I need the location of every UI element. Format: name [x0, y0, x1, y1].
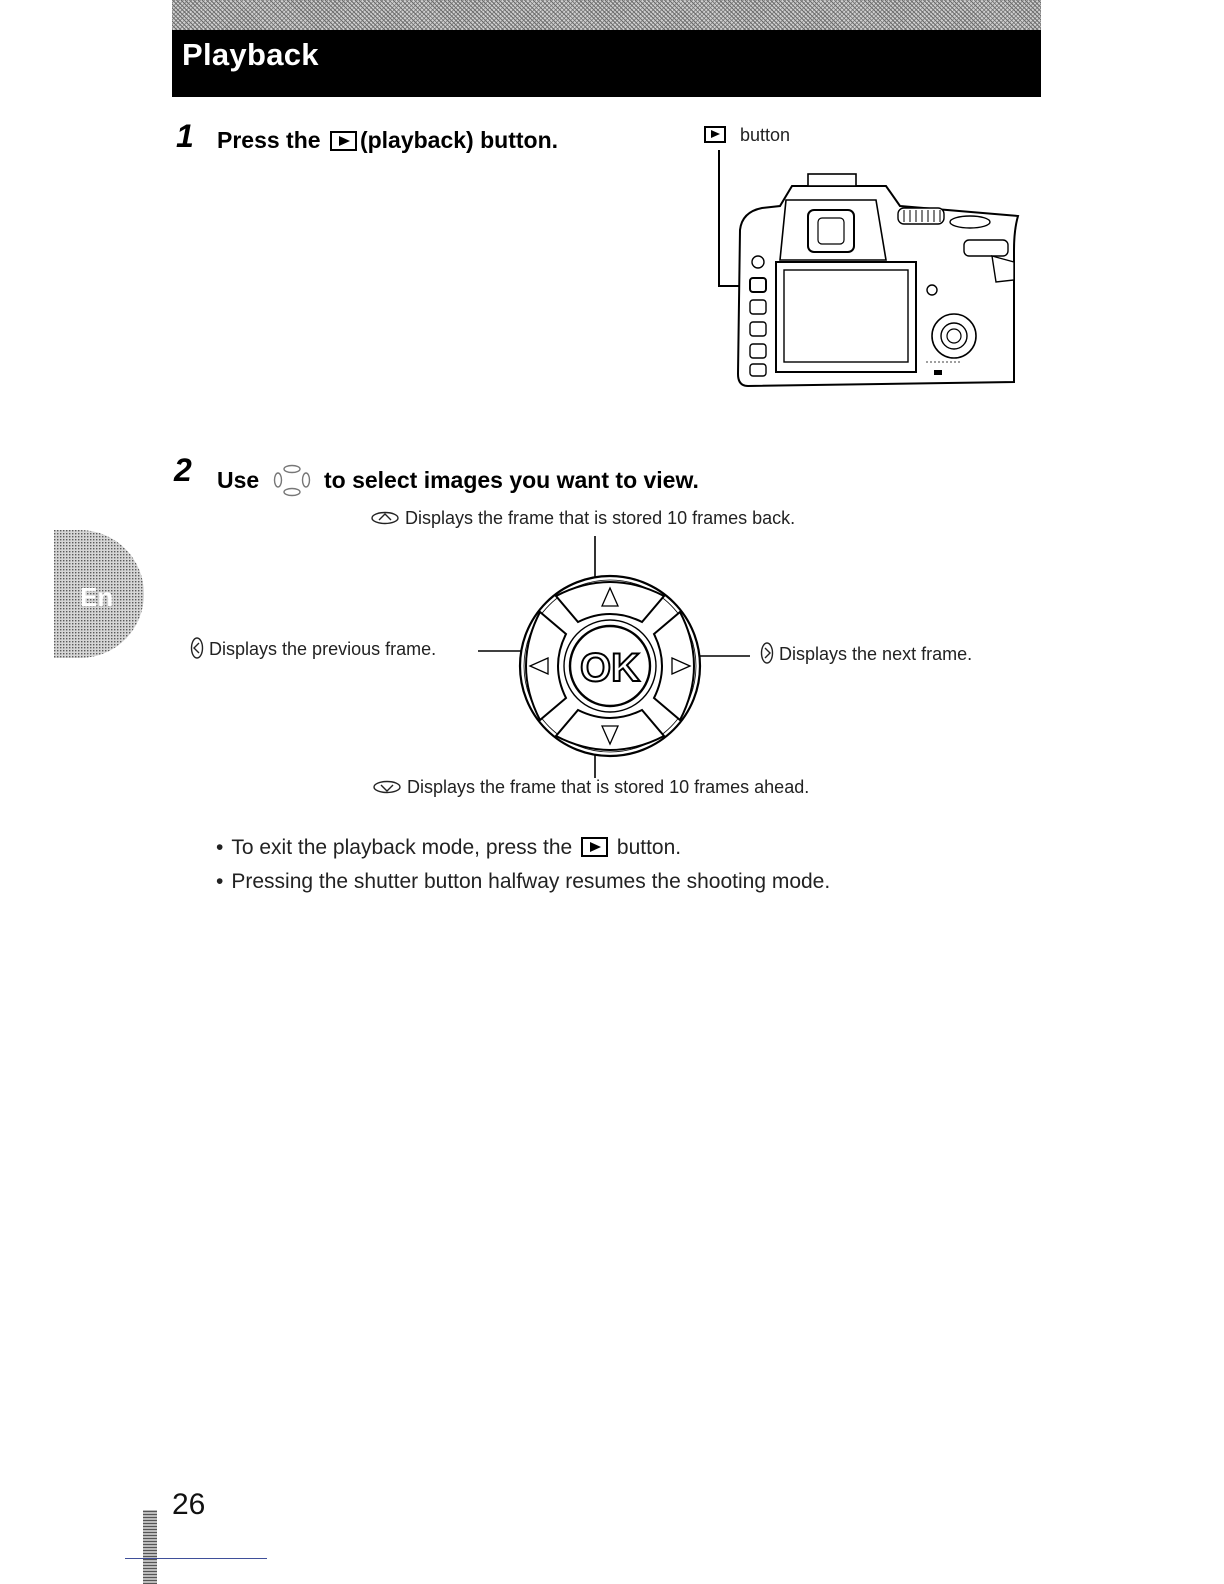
- playback-icon: [581, 837, 608, 857]
- dial-left-callout: [190, 636, 436, 660]
- dial-left-description: Displays the previous frame.: [209, 639, 437, 659]
- bullet-shutter-halfway: [216, 870, 830, 894]
- step-2-text-after: to select images you want to view.: [323, 467, 699, 493]
- dial-down-description: Displays the frame that is stored 10 frames ahead.: [407, 777, 810, 797]
- step-1-text-after: (playback) button.: [359, 127, 559, 153]
- section-title: Playback: [182, 37, 319, 72]
- playback-icon: [704, 126, 726, 143]
- down-arrow-key-icon: [372, 780, 402, 794]
- camera-button-label: button: [740, 125, 791, 145]
- step-1-instruction: [217, 127, 558, 154]
- dial-down-callout: [372, 777, 809, 798]
- step-2-text-before: Use: [217, 467, 260, 493]
- dial-right-callout: [760, 641, 972, 665]
- step-1-text-before: Press the: [217, 127, 321, 153]
- arrow-pad-icon: [270, 462, 314, 498]
- language-tab: [54, 530, 144, 660]
- bullet-dot: •: [216, 836, 224, 859]
- dial-right-description: Displays the next frame.: [779, 644, 973, 664]
- page-number: 26: [172, 1488, 206, 1521]
- header-pattern-stripe: [172, 0, 1041, 30]
- section-header: [172, 30, 1041, 97]
- step-number-1: 1: [176, 118, 194, 154]
- bullet-dot: •: [216, 870, 224, 893]
- left-arrow-key-icon: [190, 636, 204, 660]
- bullet-1-text-before: To exit the playback mode, press the: [231, 836, 573, 859]
- dial-up-callout: [370, 508, 795, 529]
- camera-button-callout: [701, 125, 790, 146]
- camera-back-illustration: [700, 150, 1030, 400]
- playback-icon: [330, 131, 357, 151]
- ok-button-label: OK: [580, 646, 640, 690]
- bullet-2-text: Pressing the shutter button halfway resumes the shooting mode.: [231, 870, 831, 893]
- footer-rule: [125, 1558, 267, 1559]
- bullet-exit-playback: [216, 836, 681, 860]
- language-tab-label: En: [80, 582, 114, 612]
- dial-up-description: Displays the frame that is stored 10 frames back.: [405, 508, 796, 528]
- page-marker-bar: [143, 1510, 157, 1584]
- arrow-pad-dial: [470, 530, 760, 780]
- step-2-instruction: [217, 462, 699, 498]
- right-arrow-key-icon: [760, 641, 774, 665]
- step-number-2: 2: [174, 452, 192, 488]
- bullet-1-text-after: button.: [616, 836, 682, 859]
- up-arrow-key-icon: [370, 511, 400, 525]
